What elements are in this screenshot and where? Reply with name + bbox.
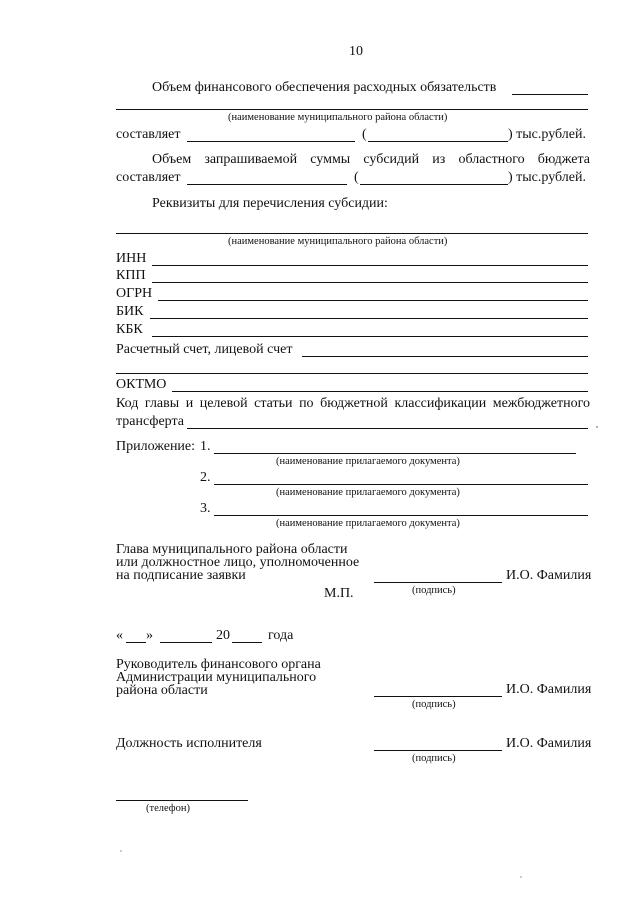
head-signature-name: И.О. Фамилия [506,568,592,583]
phone-caption: (телефон) [146,803,190,814]
funding-line-1-blank [512,94,588,95]
head-signature-line-1: Глава муниципального района области [116,542,348,557]
oktmo-blank [172,391,588,392]
subsidy-word: суммы [310,152,351,167]
executor-blank [374,750,502,751]
requisites-heading: Реквизиты для перечисления субсидии: [152,196,388,211]
field-kbk-blank [152,336,588,337]
account-blank-2 [116,373,588,374]
funding-district-blank [116,109,588,110]
funding-paren-open: ( [362,127,367,142]
oktmo-label: ОКТМО [116,377,167,392]
field-bik-label: БИК [116,304,144,319]
field-inn-label: ИНН [116,251,147,266]
field-kpp-label: КПП [116,268,146,283]
head-signature-line-2: или должностное лицо, уполномоченное [116,555,360,570]
attachment-3-number: 3. [200,501,211,516]
code-word: главы [144,396,180,411]
account-blank [302,356,588,357]
attachment-3-caption: (наименование прилагаемого документа) [276,518,460,529]
date-month-blank [160,642,212,643]
subsidy-paren-open: ( [354,170,359,185]
date-year-suffix: года [268,628,294,643]
finance-head-caption: (подпись) [412,699,456,710]
code-word: бюджетной [320,396,388,411]
funding-unit: ) тыс.рублей. [508,127,586,142]
funding-amount-words-blank [368,141,508,142]
attachment-2-blank [214,484,588,485]
date-year-prefix: 20 [216,628,230,643]
account-label: Расчетный счет, лицевой счет [116,342,293,357]
code-blank [187,428,588,429]
subsidy-word: запрашиваемой [204,152,298,167]
attachment-1-caption: (наименование прилагаемого документа) [276,456,460,467]
funding-amount-blank [187,141,355,142]
subsidy-line-1 [152,152,590,168]
code-word: целевой [199,396,248,411]
scan-speck [596,426,598,428]
field-kbk-label: КБК [116,322,143,337]
subsidy-amount-prefix: составляет [116,170,181,185]
attachment-3-blank [214,515,588,516]
subsidy-word: из [432,152,446,167]
head-signature-blank [374,582,502,583]
requisites-district-blank [116,233,588,234]
code-word: классификации [394,396,487,411]
finance-head-line-1: Руководитель финансового органа [116,657,321,672]
subsidy-word: бюджета [537,152,590,167]
subsidy-word: субсидий [363,152,420,167]
attachments-label: Приложение: [116,439,196,454]
subsidy-word: Объем [152,152,192,167]
field-kpp-blank [152,282,588,283]
finance-head-blank [374,696,502,697]
attachment-2-caption: (наименование прилагаемого документа) [276,487,460,498]
subsidy-word: областного [458,152,525,167]
attachment-1-blank [214,453,576,454]
page-number: 10 [349,44,363,59]
code-word: статьи [254,396,293,411]
finance-head-name: И.О. Фамилия [506,682,592,697]
head-signature-caption: (подпись) [412,585,456,596]
executor-name: И.О. Фамилия [506,736,592,751]
scan-speck [520,876,522,878]
head-signature-line-3: на подписание заявки [116,568,246,583]
date-close-quote: » [146,628,153,643]
field-bik-blank [150,318,588,319]
subsidy-amount-words-blank [360,184,508,185]
code-word: Код [116,396,139,411]
date-year-blank [232,642,262,643]
code-line-1 [116,396,590,412]
code-word: и [185,396,194,411]
attachment-2-number: 2. [200,470,211,485]
field-inn-blank [152,265,588,266]
funding-line-1: Объем финансового обеспечения расходных обязательств [152,80,497,95]
date-day-blank [126,642,146,643]
requisites-district-caption: (наименование муниципального района области) [228,236,448,247]
finance-head-line-3: района области [116,683,208,698]
stamp-label: М.П. [324,586,354,601]
field-ogrn-label: ОГРН [116,286,153,301]
code-word: по [299,396,314,411]
finance-head-line-2: Администрации муниципального [116,670,317,685]
subsidy-amount-blank [187,184,347,185]
code-word: межбюджетного [492,396,590,411]
date-open-quote: « [116,628,123,643]
funding-district-caption: (наименование муниципального района области) [228,112,448,123]
funding-amount-prefix: составляет [116,127,181,142]
phone-blank [116,800,248,801]
executor-caption: (подпись) [412,753,456,764]
subsidy-unit: ) тыс.рублей. [508,170,586,185]
executor-label: Должность исполнителя [116,736,262,751]
field-ogrn-blank [158,300,588,301]
attachment-1-number: 1. [200,439,211,454]
code-line-2: трансферта [116,414,184,429]
scan-speck [120,850,122,852]
